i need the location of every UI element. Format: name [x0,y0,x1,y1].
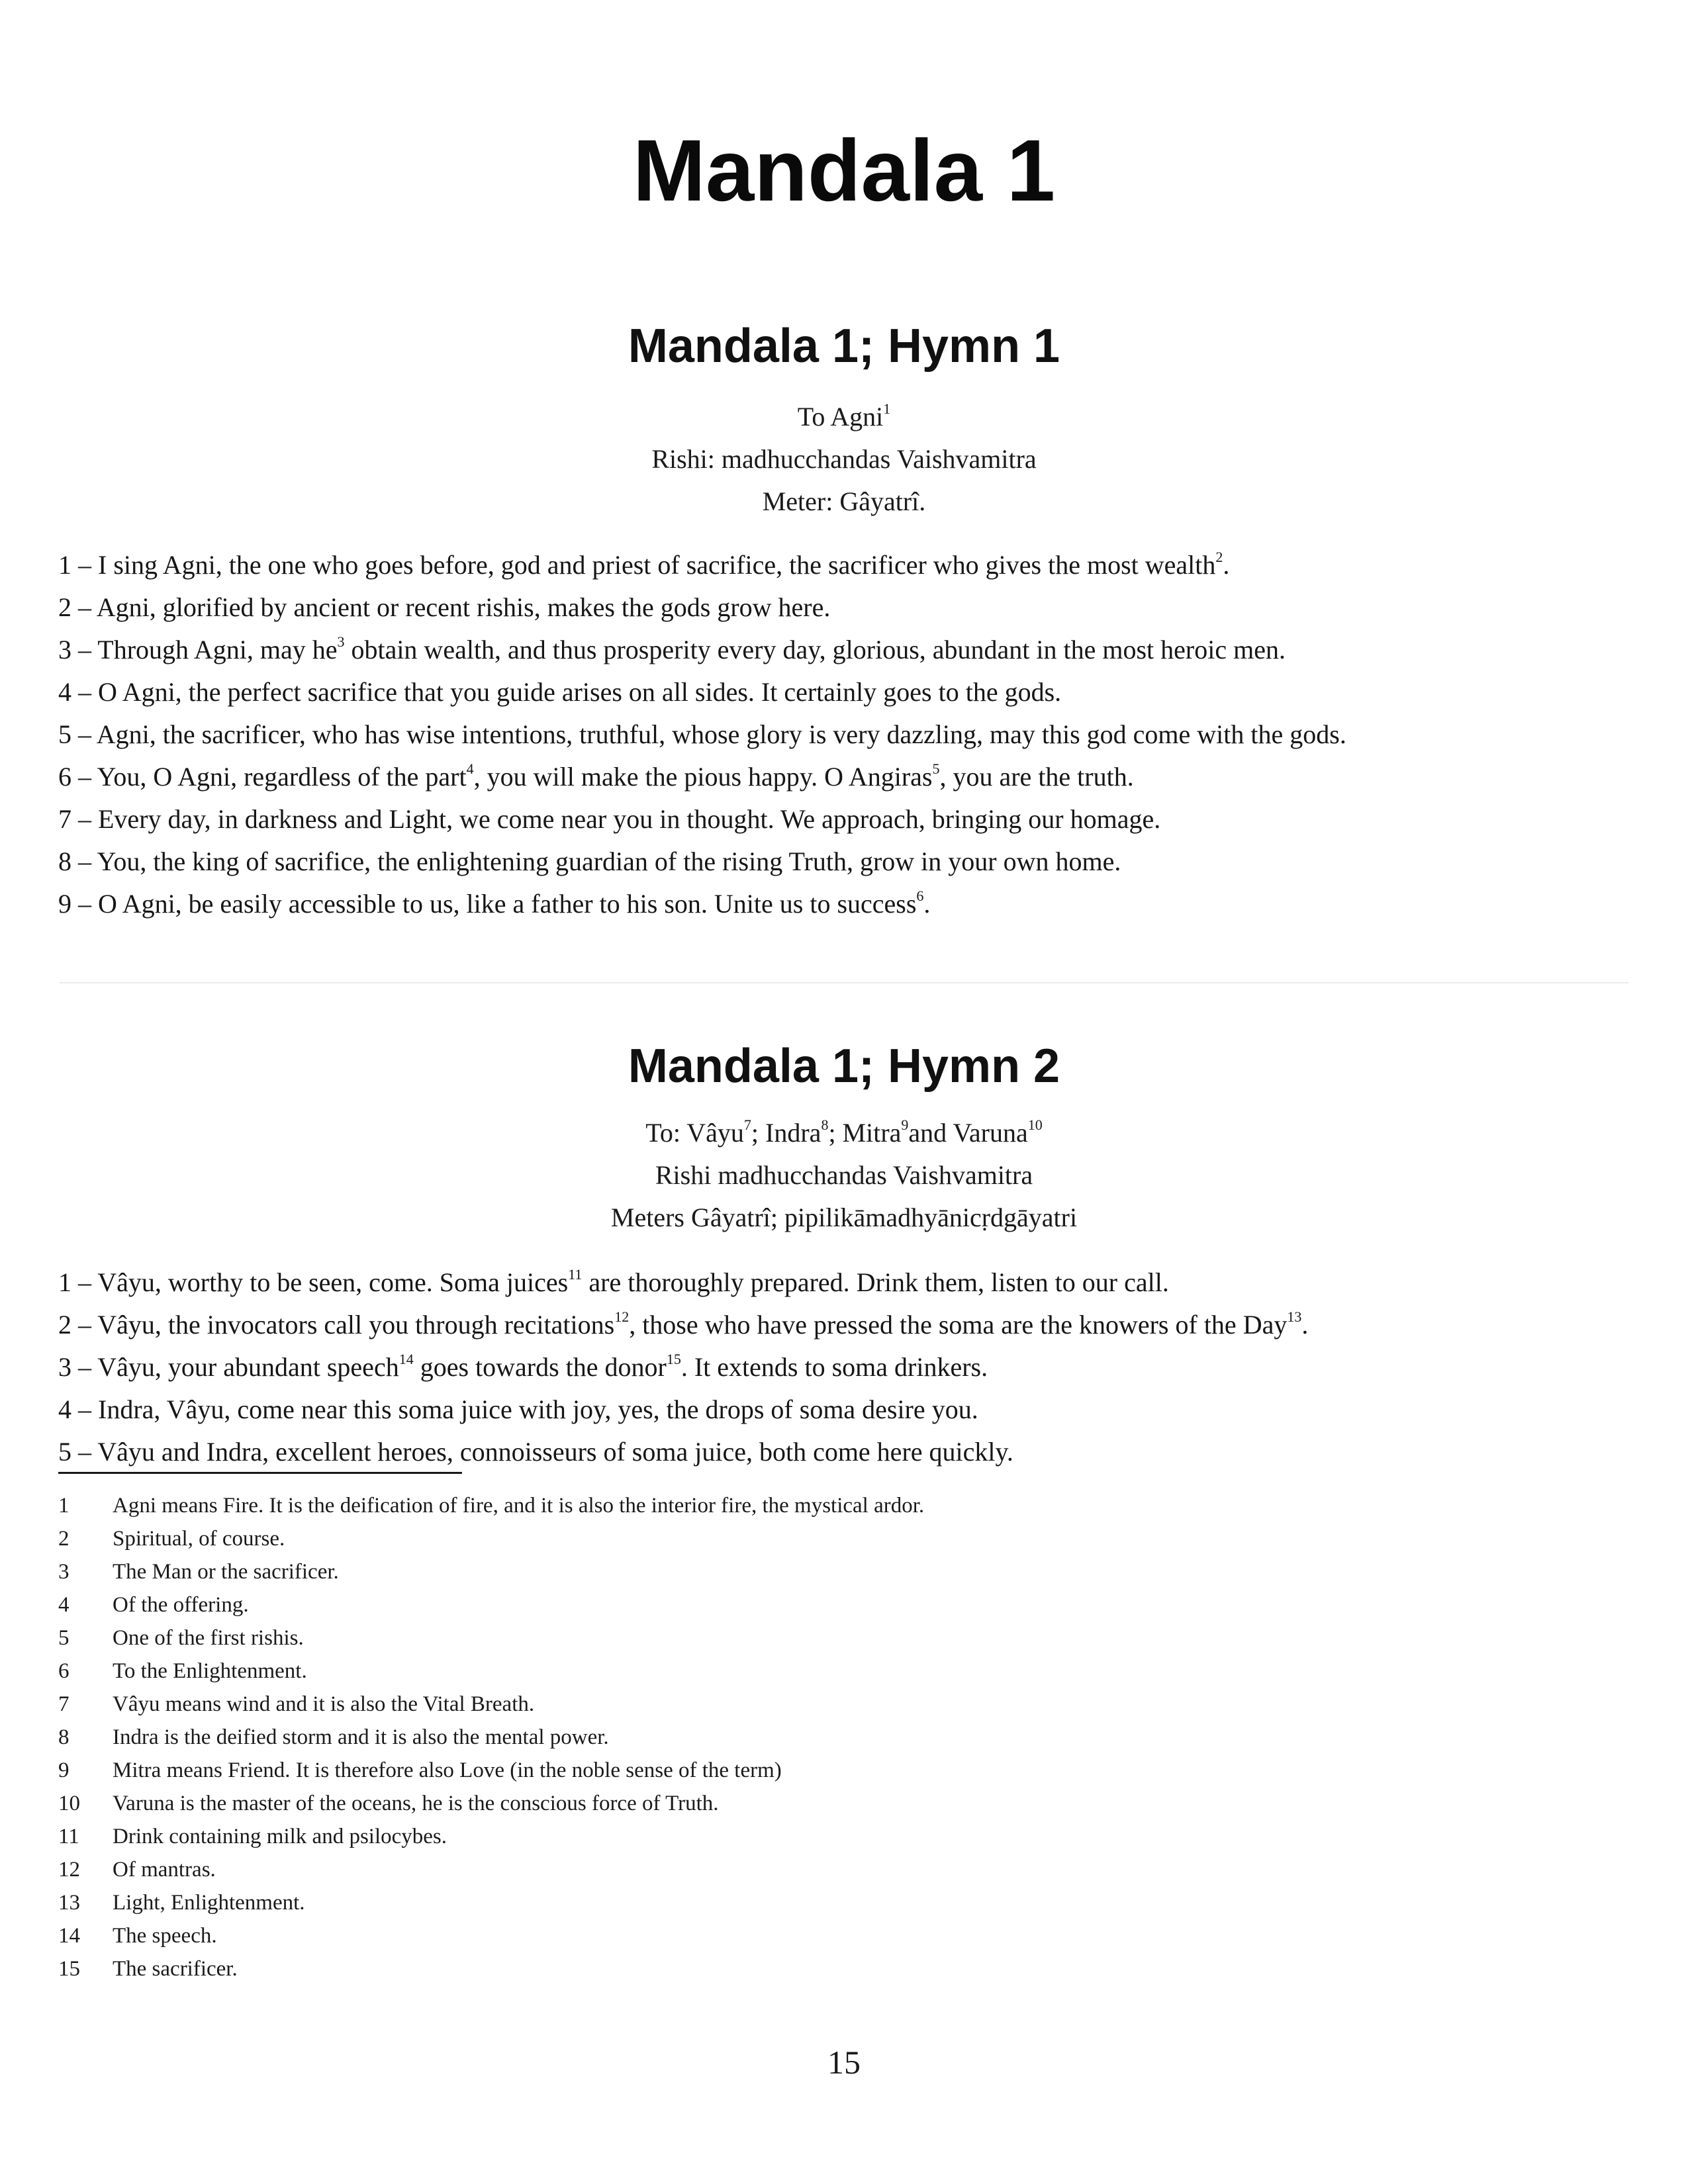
footnote-number: 3 [58,1560,70,1584]
footnote [58,1952,1382,1985]
footnote-text: Of mantras. [113,1858,216,1882]
verse [58,1431,1660,1473]
verse-text: Vâyu, the invocators call you through recitations [97,1310,615,1340]
verse-number: 7 [58,804,71,834]
footnote [58,1555,1382,1588]
footnote [58,1853,1382,1886]
footnote [58,1688,1382,1721]
verse-dash: – [71,550,98,580]
hymn-1-title: Mandala 1; Hymn 1 [628,320,1060,373]
verse-dash: – [71,846,97,876]
verse [58,841,1660,883]
footnote-ref: 2 [1215,549,1223,565]
footnote [58,1820,1382,1853]
hymn-2-meter: Meters Gâyatrî; pipilikāmadhyānicṛdgāyatri [610,1203,1078,1232]
verse-text: Through Agni, may he [97,635,338,664]
verse-text: , you are the truth. [939,762,1134,792]
footnote [58,1919,1382,1952]
verse [58,1261,1660,1304]
verse-text: goes towards the donor [413,1352,667,1382]
footnote-text: Drink containing milk and psilocybes. [113,1825,447,1848]
footnote-text: The speech. [113,1924,217,1948]
verse-text: Agni, the sacrificer, who has wise intentions, truthful, whose glory is very dazzling, may this god come with the gods. [96,719,1346,749]
footnote [58,1754,1382,1787]
footnote-number: 13 [58,1891,80,1915]
verse [58,713,1660,756]
verse-dash: – [71,889,98,919]
hymn-1-meter: Meter: Gâyatrî. [762,486,926,516]
verse [58,1304,1660,1346]
verse-text: obtain wealth, and thus prosperity every day, glorious, abundant in the most heroic men. [344,635,1286,664]
verse-text: You, the king of sacrifice, the enlightening guardian of the rising Truth, grow in your own home. [97,846,1121,876]
footnote [58,1886,1382,1919]
verse-number: 4 [58,677,71,707]
verse-text: Vâyu and Indra, excellent heroes, connoisseurs of soma juice, both come here quickly. [97,1437,1013,1467]
verse-dash: – [71,1437,98,1467]
footnote-number: 8 [58,1725,70,1749]
footnote-ref: 14 [399,1351,414,1367]
footnote-text: The sacrificer. [113,1957,238,1981]
footnote-text: One of the first rishis. [113,1626,304,1650]
footnote-ref: 4 [466,760,474,777]
footnote-number: 9 [58,1758,70,1782]
footnote-text: Varuna is the master of the oceans, he is the conscious force of Truth. [113,1792,719,1815]
verse-dash: – [71,719,97,749]
footnote-number: 7 [58,1692,70,1716]
footnote-text: Mitra means Friend. It is therefore also Love (in the noble sense of the term) [113,1758,782,1782]
hymn-2-dedication: To: Vâyu$^7$; Indra$^8$; Mitra$^9$and Varuna$^{10}$ [645,1116,1043,1148]
footnote-number: 10 [58,1792,80,1815]
footnote-ref: 15 [666,1351,681,1367]
hymn-2-header [0,1112,1688,1239]
footnote-number: 6 [58,1659,70,1683]
verse-number: 1 [58,1267,71,1297]
verse-text: Agni, glorified by ancient or recent rishis, makes the gods grow here. [96,592,831,622]
verse [58,798,1660,841]
verse-number: 2 [58,592,71,622]
verse-number: 6 [58,762,71,792]
footnote-text: Spiritual, of course. [113,1527,285,1551]
verse-dash: – [71,592,97,622]
section-divider [60,982,1628,983]
hymn-1-dedication: To Agni$^1$ [797,400,891,432]
verse-text: . [923,889,931,919]
verse-number: 1 [58,550,71,580]
footnote-ref: 12 [614,1308,630,1325]
verse-text: Vâyu, worthy to be seen, come. Soma juices [97,1267,569,1297]
footnote-rule [58,1472,462,1474]
hymn-2-title: Mandala 1; Hymn 2 [628,1040,1060,1093]
verse-dash: – [71,677,98,707]
verse-text: . It extends to soma drinkers. [680,1352,988,1382]
verse-dash: – [71,804,98,834]
footnote-number: 12 [58,1858,80,1882]
verse-dash: – [71,1394,98,1424]
footnote-text: Indra is the deified storm and it is also the mental power. [113,1725,609,1749]
footnote-ref: 9 [901,1116,909,1133]
verse [58,544,1660,586]
footnote-ref: 1 [883,400,891,417]
footnote-ref: 7 [743,1116,751,1133]
footnote [58,1655,1382,1688]
footnote-ref: 11 [568,1266,583,1283]
page-number: 15 [827,2044,861,2081]
footnote-number: 1 [58,1494,70,1518]
footnote-number: 4 [58,1593,70,1617]
verse-text: I sing Agni, the one who goes before, god and priest of sacrifice, the sacrificer who gives the most wealth [98,550,1216,580]
verse [58,586,1660,629]
verse [58,629,1660,671]
footnote [58,1489,1382,1522]
footnote [58,1588,1382,1621]
footnote-text: Agni means Fire. It is the deification of fire, and it is also the interior fire, the mystical ardor. [113,1494,925,1518]
footnote-ref: 10 [1027,1116,1043,1133]
verse-number: 3 [58,635,71,664]
verse-number: 5 [58,1437,71,1467]
footnote-ref: 8 [821,1116,829,1133]
verse-number: 8 [58,846,71,876]
footnote-text: To the Enlightenment. [113,1659,307,1683]
verse-text: , those who have pressed the soma are the knowers of the Day [629,1310,1288,1340]
footnote-ref: 13 [1287,1308,1302,1325]
page-title: Mandala 1 [632,122,1056,219]
verse-text: O Agni, the perfect sacrifice that you guide arises on all sides. It certainly goes to the gods. [98,677,1062,707]
verse [58,1346,1660,1388]
hymn-1-header [0,396,1688,523]
hymn-2-verses [58,1261,1660,1473]
verse-dash: – [71,1352,98,1382]
footnote [58,1621,1382,1655]
verse-text: , you will make the pious happy. O Angiras [473,762,933,792]
footnote-number: 15 [58,1957,80,1981]
verse [58,883,1660,925]
verse [58,756,1660,798]
verse-number: 9 [58,889,71,919]
footnote [58,1721,1382,1754]
verse-text: are thoroughly prepared. Drink them, listen to our call. [582,1267,1169,1297]
verse-text: Every day, in darkness and Light, we come near you in thought. We approach, bringing our homage. [98,804,1161,834]
verse-text: Vâyu, your abundant speech [97,1352,399,1382]
footnote-text: Of the offering. [113,1593,249,1617]
footnote-text: Vâyu means wind and it is also the Vital Breath. [113,1692,535,1716]
verse-text: . [1301,1310,1309,1340]
verse-text: . [1223,550,1230,580]
verse [58,1388,1660,1431]
footnote-ref: 3 [337,633,345,650]
hymn-2-rishi: Rishi madhucchandas Vaishvamitra [655,1160,1033,1190]
footnote-text: The Man or the sacrificer. [113,1560,339,1584]
verse-dash: – [71,1310,98,1340]
verse-dash: – [71,1267,98,1297]
footnotes [58,1489,1382,1985]
footnote-number: 5 [58,1626,70,1650]
hymn-1-rishi: Rishi: madhucchandas Vaishvamitra [651,444,1037,474]
footnote [58,1787,1382,1820]
verse-number: 4 [58,1394,71,1424]
verse-text: Indra, Vâyu, come near this soma juice with joy, yes, the drops of soma desire you. [98,1394,978,1424]
footnote-text: Light, Enlightenment. [113,1891,305,1915]
verse-number: 2 [58,1310,71,1340]
verse-text: O Agni, be easily accessible to us, like a father to his son. Unite us to success [98,889,917,919]
verse [58,671,1660,713]
hymn-1-verses [58,544,1660,925]
verse-number: 5 [58,719,71,749]
verse-number: 3 [58,1352,71,1382]
footnote [58,1522,1382,1555]
footnote-number: 2 [58,1527,70,1551]
verse-dash: – [71,762,97,792]
verse-dash: – [71,635,98,664]
footnote-ref: 6 [916,887,924,904]
verse-text: You, O Agni, regardless of the part [97,762,467,792]
footnote-ref: 5 [932,760,940,777]
footnote-number: 14 [58,1924,80,1948]
footnote-number: 11 [58,1825,79,1848]
